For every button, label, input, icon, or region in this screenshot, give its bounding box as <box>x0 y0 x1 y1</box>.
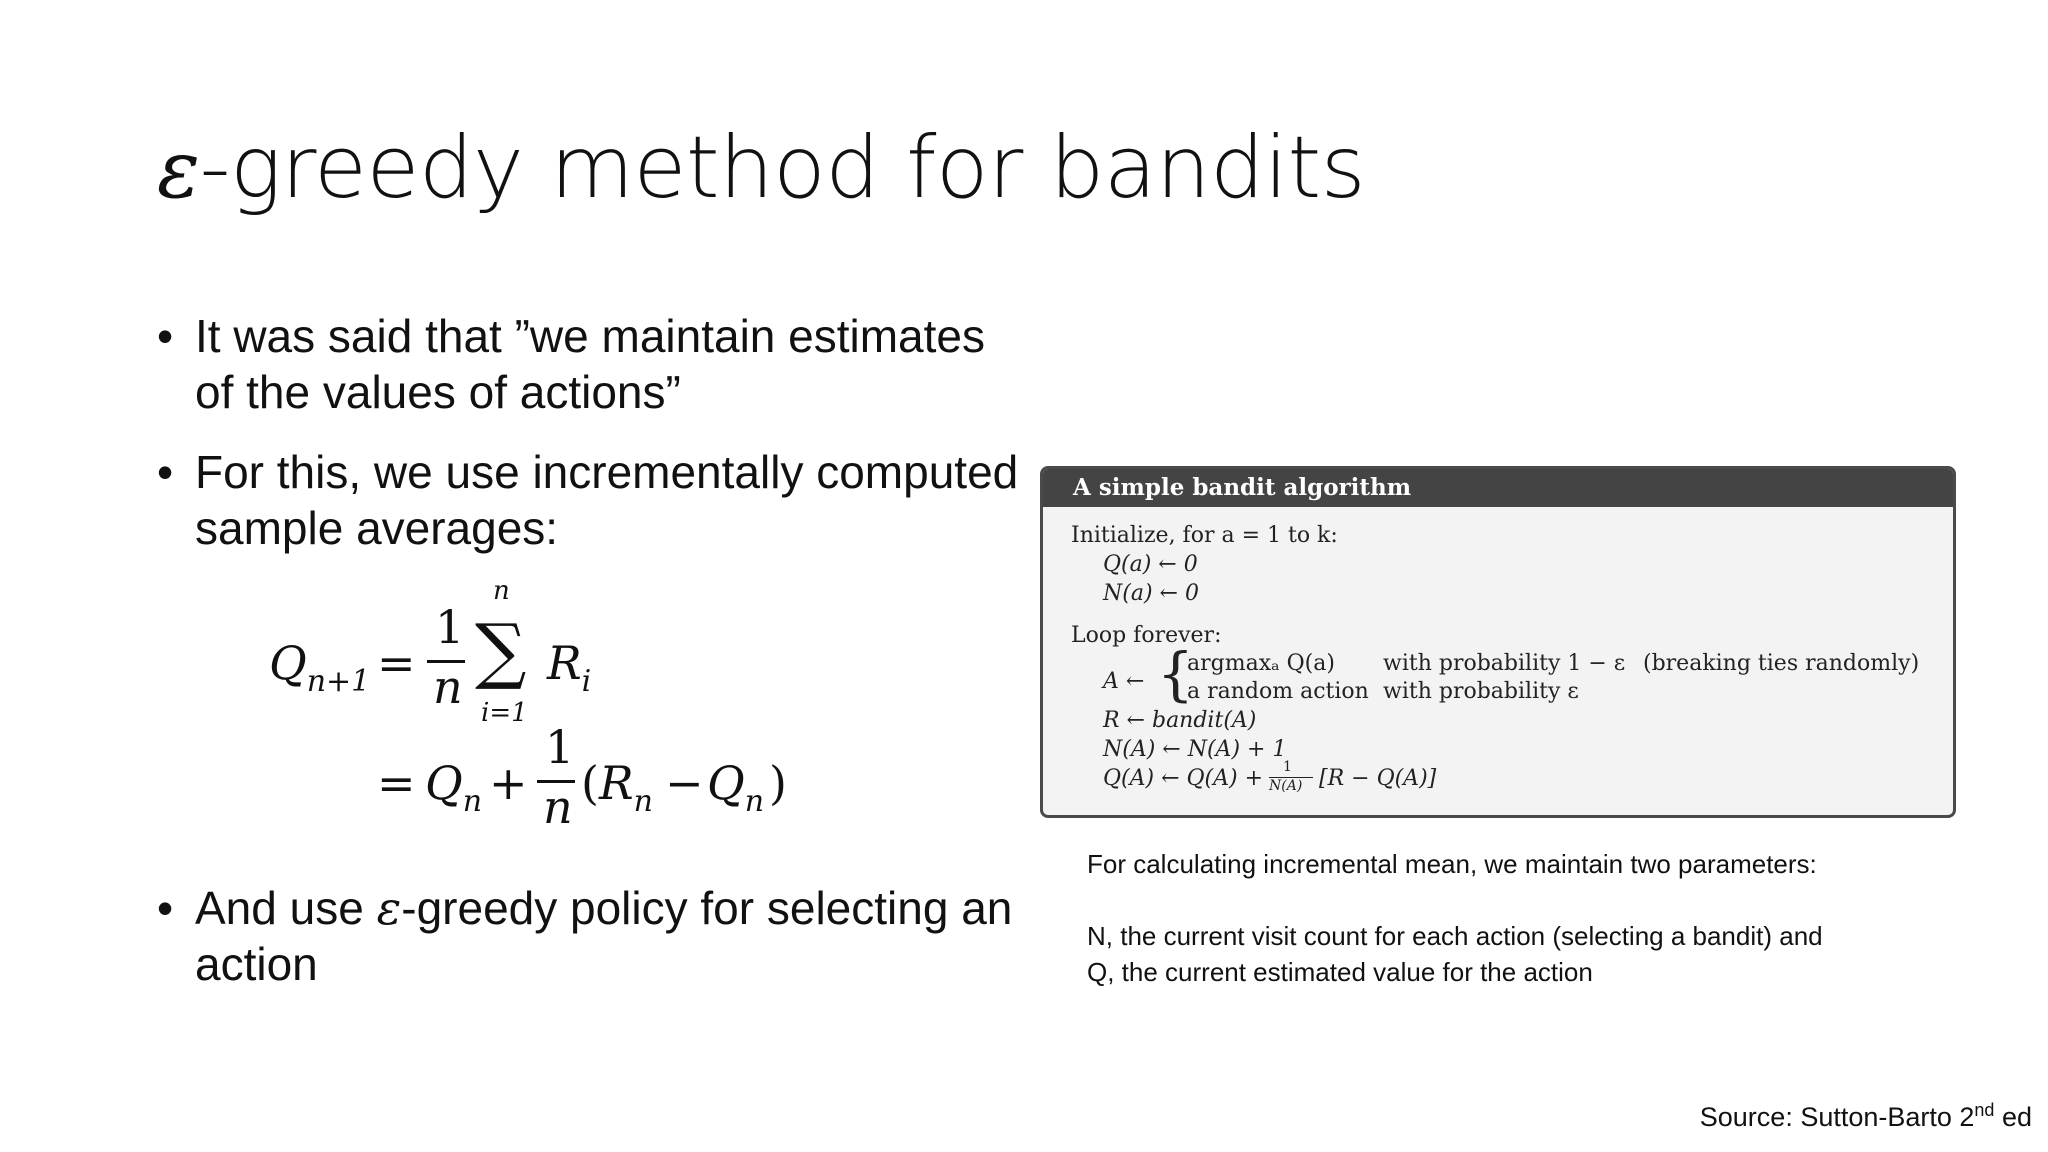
fraction-numerator: 1 <box>435 600 465 654</box>
epsilon-symbol: ε <box>376 881 402 935</box>
algo-q-line-b: [R − Q(A)] <box>1319 766 1437 791</box>
algo-q-frac-num: 1 <box>1283 759 1292 775</box>
algorithm-box <box>1040 466 1956 818</box>
algo-case2: a random action <box>1187 679 1369 704</box>
formula-qn: $Q_n$ <box>425 756 483 819</box>
fraction-denominator: n <box>433 660 463 714</box>
notes-line: Q, the current estimated value for the action <box>1087 957 1593 987</box>
epsilon-symbol: ε <box>157 123 200 216</box>
sum-lower: i=1 <box>481 698 528 728</box>
sum-upper: n <box>493 576 510 606</box>
bullet-dot: • <box>157 446 174 498</box>
slide-title <box>157 118 1365 218</box>
algo-init-q: Q(a) ← 0 <box>1103 552 1198 577</box>
algo-case1: argmaxₐ Q(a) <box>1187 651 1335 676</box>
algo-n-line: N(A) ← N(A) + 1 <box>1103 737 1287 762</box>
bullet-text: It was said that ”we maintain estimates of the values of actions” <box>195 310 985 418</box>
formula-equals: = <box>377 636 416 690</box>
algo-q-line-a: Q(A) ← Q(A) + <box>1103 766 1264 791</box>
formula-qn-2: $Q_n$ <box>707 756 765 819</box>
algo-init-n: N(a) ← 0 <box>1103 581 1199 606</box>
algo-brace: { <box>1157 640 1194 708</box>
source-citation: Source: Sutton-Barto 2nd ed <box>1699 1100 2032 1132</box>
algo-q-frac-den: N(A) <box>1269 778 1303 794</box>
bullet-dot: • <box>157 310 174 362</box>
fraction-denominator-2: n <box>543 780 573 834</box>
formula-equals-2: = <box>377 756 416 810</box>
algo-case1-prob: with probability 1 − ε <box>1383 651 1626 676</box>
formula-plus: + <box>489 756 528 810</box>
bullet-dot: • <box>157 882 174 934</box>
algo-case2-prob: with probability ε <box>1383 679 1579 704</box>
notes-line: For calculating incremental mean, we maintain two parameters: <box>1087 849 1817 879</box>
formula-r: $R_i$ <box>547 636 592 699</box>
sum-symbol: ∑ <box>475 608 527 692</box>
paren-open: ( <box>581 756 599 810</box>
source-sup: nd <box>1974 1100 1995 1120</box>
formula-minus: − <box>665 756 704 810</box>
algo-init: Initialize, for a = 1 to k: <box>1071 523 1338 548</box>
algo-a-assign: A ← <box>1103 669 1145 694</box>
algorithm-header: A simple bandit algorithm <box>1043 469 1953 507</box>
algo-r-line: R ← bandit(A) <box>1103 708 1257 733</box>
title-text: -greedy method for bandits <box>199 118 1366 218</box>
bullet-text-post: -greedy policy for selecting an action <box>195 882 1013 990</box>
notes-text <box>1087 846 1967 990</box>
bullet-text <box>195 880 1035 992</box>
algo-loop: Loop forever: <box>1071 623 1222 648</box>
notes-line: N, the current visit count for each action (selecting a bandit) and <box>1087 921 1823 951</box>
algo-case1-note: (breaking ties randomly) <box>1643 651 1920 676</box>
formula-rn: $R_n$ <box>599 756 653 819</box>
incremental-mean-formula <box>265 576 825 840</box>
paren-close: ) <box>769 756 787 810</box>
bullet-text: For this, we use incrementally computed sample averages: <box>195 446 1019 554</box>
bullet-text-pre: And use <box>195 882 377 934</box>
formula-lhs: $Q_{n+1}$ <box>269 636 371 699</box>
fraction-numerator-2: 1 <box>545 720 575 774</box>
